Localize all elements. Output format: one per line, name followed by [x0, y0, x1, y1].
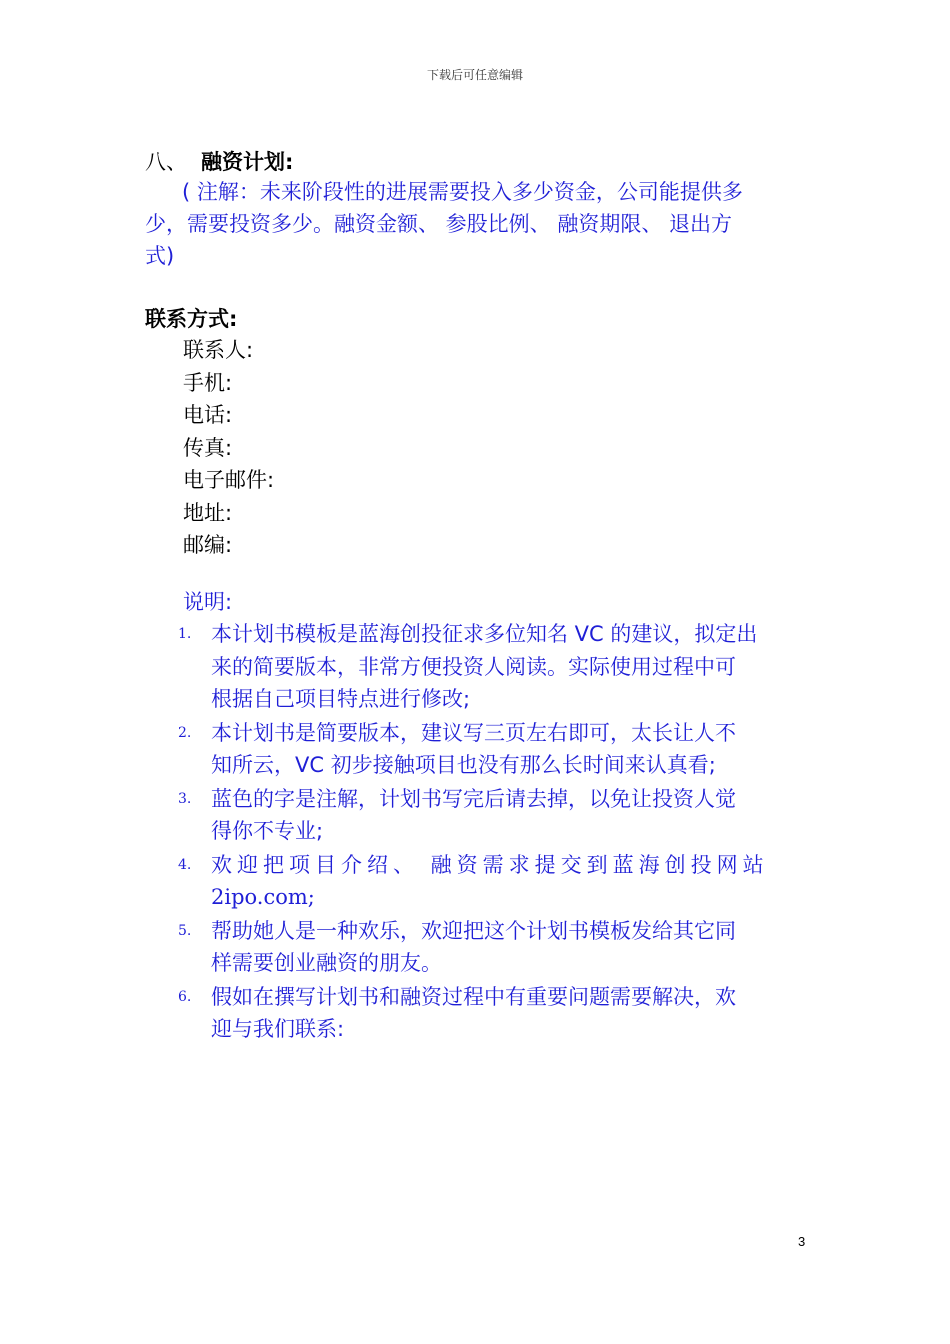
list-index: 3. — [178, 790, 192, 807]
website-link-text: 2ipo.com; — [211, 885, 315, 909]
list-item-line: 根据自己项目特点进行修改; — [211, 687, 471, 711]
phone-label: 电话: — [183, 403, 233, 427]
section-heading — [145, 146, 293, 176]
section-title: 融资计划: — [201, 150, 294, 174]
list-index: 1. — [178, 626, 192, 642]
postcode-label: 邮编: — [183, 533, 233, 557]
list-item-line: 得你不专业; — [211, 819, 324, 843]
mobile-label: 手机: — [183, 370, 233, 395]
header-note: 下载后可任意编辑 — [426, 68, 523, 82]
list-item — [145, 618, 809, 716]
list-item-line: 欢迎把项目介绍、 融资需求提交到蓝海创投网站 — [211, 852, 769, 877]
list-item-line: 假如在撰写计划书和融资过程中有重要问题需要解决，欢 — [211, 984, 736, 1009]
list-item-line: 样需要创业融资的朋友。 — [211, 951, 442, 975]
list-item — [145, 981, 809, 1046]
list-index: 4. — [178, 856, 192, 873]
list-item-line: 本计划书是简要版本，建议写三页左右即可，太长让人不 — [211, 720, 736, 745]
contact-person-label: 联系人: — [183, 338, 254, 362]
list-item — [145, 717, 809, 782]
list-item-line: 知所云，VC 初步接触项目也没有那么长时间来认真看; — [211, 753, 716, 777]
contact-list — [183, 334, 274, 562]
list-item-line: 帮助她人是一种欢乐，欢迎把这个计划书模板发给其它同 — [211, 918, 736, 943]
list-item-line: 本计划书模板是蓝海创投征求多位知名 VC 的建议，拟定出 — [211, 622, 758, 646]
notes-list — [145, 618, 809, 1047]
list-item-line: 迎与我们联系: — [211, 1017, 345, 1041]
list-item — [145, 783, 809, 848]
list-index: 6. — [178, 988, 192, 1005]
list-item-line: 来的简要版本，非常方便投资人阅读。实际使用过程中可 — [211, 654, 736, 679]
section-number: 八、 — [145, 150, 187, 174]
email-label: 电子邮件: — [183, 468, 275, 492]
page-number: 3 — [798, 1234, 806, 1249]
list-item — [145, 915, 809, 980]
notes-title: 说明: — [183, 590, 233, 614]
list-item-line: 蓝色的字是注解，计划书写完后请去掉，以免让投资人觉 — [211, 786, 736, 811]
list-index: 2. — [178, 724, 192, 741]
annotation-line: 少，需要投资多少。融资金额、 参股比例、 融资期限、 退出方 — [145, 212, 733, 236]
address-label: 地址: — [183, 500, 233, 525]
contact-heading: 联系方式: — [145, 307, 238, 331]
fax-label: 传真: — [183, 435, 233, 460]
annotation-line: ( 注解：未来阶段性的进展需要投入多少资金，公司能提供多 — [182, 180, 743, 204]
list-item — [145, 849, 809, 914]
financing-annotation — [145, 176, 809, 272]
annotation-line: 式) — [145, 244, 175, 268]
list-index: 5. — [178, 922, 192, 939]
